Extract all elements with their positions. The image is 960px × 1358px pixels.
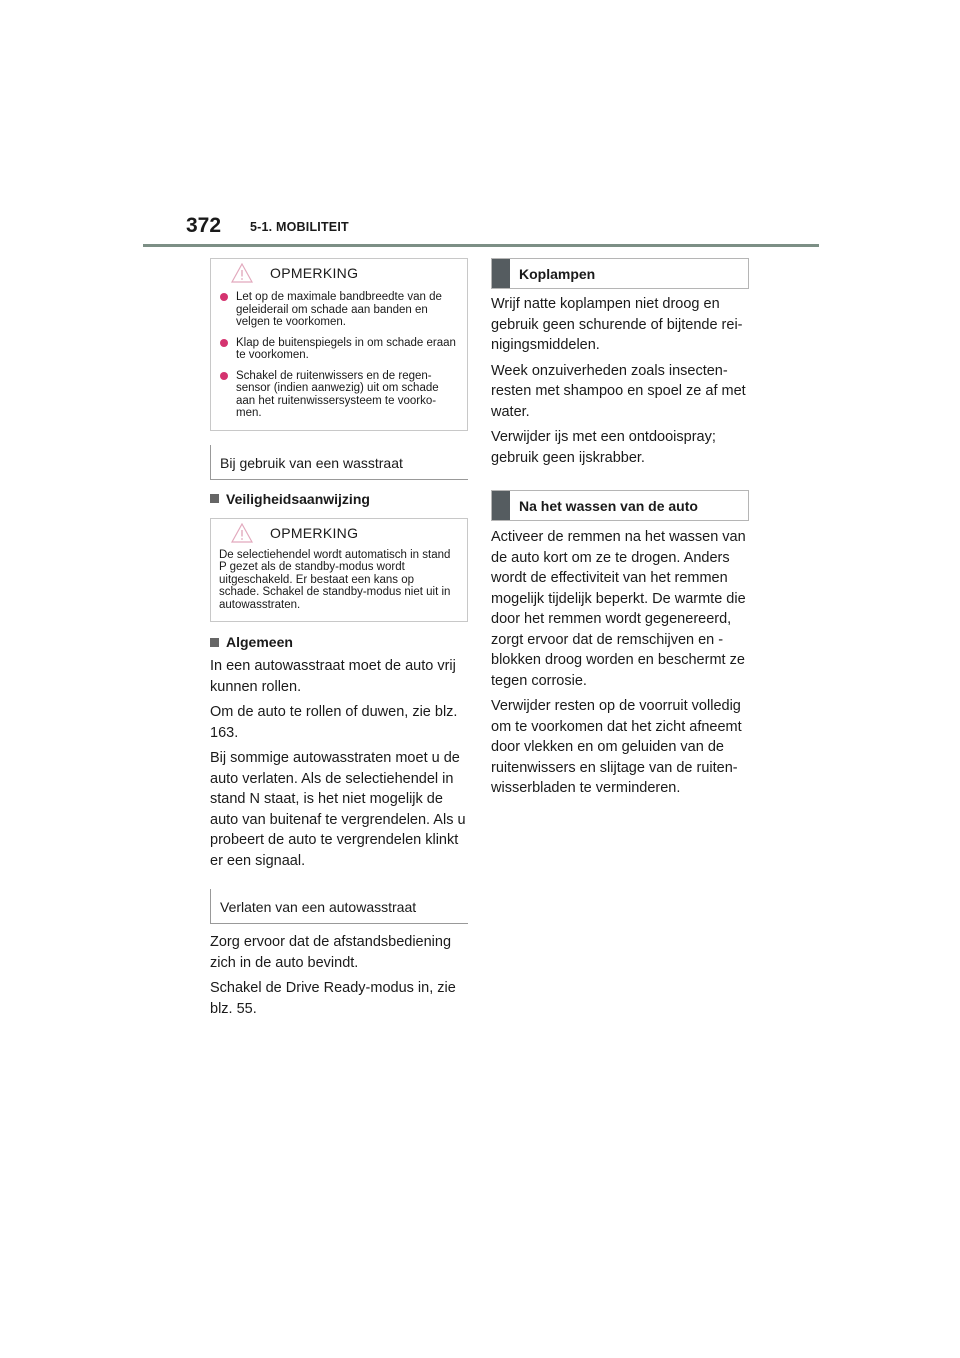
box-tab bbox=[492, 259, 510, 288]
notice-label: OPMERKING bbox=[270, 265, 359, 281]
paragraph: Schakel de Drive Ready-modus in, zie blz. 55. bbox=[210, 980, 456, 1017]
notice-list bbox=[219, 291, 457, 420]
paragraph: In een autowasstraat moet de auto vrij kunnen rollen. bbox=[210, 658, 456, 695]
section-box-na-wassen bbox=[491, 490, 749, 521]
notice-box-1 bbox=[210, 258, 468, 431]
bullet-dot-icon bbox=[220, 293, 228, 301]
notice-box-2 bbox=[210, 518, 468, 623]
notice-label: OPMERKING bbox=[270, 524, 359, 541]
bullet-dot-icon bbox=[220, 372, 228, 380]
notice-text: De selectiehendel wordt automatisch in stand P gezet als de standby-modus wordt uitgeschakeld. Er bestaat een kans op schade. Schakel de standby-modus niet uit in autowasstraten. bbox=[219, 548, 451, 611]
paragraph: Wrijf natte koplampen niet droog en gebruik geen schurende of bijtende rei-nigingsmiddelen. bbox=[491, 296, 743, 353]
paragraph: Activeer de remmen na het wassen van de auto kort om ze te drogen. Anders wordt de effectiviteit van het remmen mogelijk tijdelijk beperkt. De warmte die door het remmen wordt gegenereerd, zorgt ervoor dat de remschijven en -blokken droog worden en beschermt ze tegen corrosie. bbox=[491, 529, 746, 689]
heading-algemeen: Algemeen bbox=[210, 634, 468, 650]
section-title: 5-1. MOBILITEIT bbox=[250, 220, 349, 234]
box-tab bbox=[492, 491, 510, 520]
warning-triangle-icon bbox=[231, 263, 253, 283]
paragraph: Week onzuiverheden zoals insecten-resten met shampoo en spoel ze af met water. bbox=[491, 362, 746, 420]
square-bullet-icon bbox=[210, 494, 219, 503]
header-rule bbox=[143, 244, 819, 247]
paragraph: Zorg ervoor dat de afstandsbediening zich in de auto bevindt. bbox=[210, 934, 452, 971]
square-bullet-icon bbox=[210, 638, 219, 647]
box-title: Koplampen bbox=[519, 265, 596, 282]
section-box-koplampen bbox=[491, 258, 749, 289]
notice-item: Klap de buitenspiegels in om schade eraan te voorkomen. bbox=[219, 337, 457, 362]
notice-item: Let op de maximale bandbreedte van de geleiderail om schade aan banden en velgen te voorkomen. bbox=[219, 291, 457, 329]
paragraph: Verwijder ijs met een ontdooispray; gebruik geen ijskrabber. bbox=[491, 429, 716, 466]
notice-header bbox=[219, 259, 457, 287]
paragraph: Verwijder resten op de voorruit volledig om te voorkomen dat het zicht afneemt door vlekken en om geluiden van de ruitenwissers en slijtage van de ruiten-wisserbladen te verminderen. bbox=[491, 698, 742, 796]
heading-veiligheidsaanwijzing: Veiligheidsaanwijzing bbox=[210, 491, 468, 507]
warning-triangle-icon bbox=[231, 523, 253, 543]
subheading-verlaten: Verlaten van een autowasstraat bbox=[210, 889, 468, 924]
page-number: 372 bbox=[186, 214, 222, 237]
right-column bbox=[491, 258, 749, 799]
paragraph: Om de auto te rollen of duwen, zie blz. 163. bbox=[210, 704, 458, 741]
paragraph: Bij sommige autowasstraten moet u de auto verlaten. Als de selectiehendel in stand N staat, is het niet mogelijk de auto van buitenaf te vergrendelen. Als u probeert de auto te vergrendelen klinkt er een signaal. bbox=[210, 750, 466, 869]
notice-item: Schakel de ruitenwissers en de regen-sensor (indien aanwezig) uit om schade aan het ruitenwissersysteem te voorko-men. bbox=[219, 370, 457, 420]
bullet-dot-icon bbox=[220, 339, 228, 347]
notice-header bbox=[219, 519, 457, 547]
subheading-wasstraat: Bij gebruik van een wasstraat bbox=[210, 445, 468, 480]
left-column bbox=[210, 258, 468, 1019]
box-title: Na het wassen van de auto bbox=[519, 497, 698, 514]
